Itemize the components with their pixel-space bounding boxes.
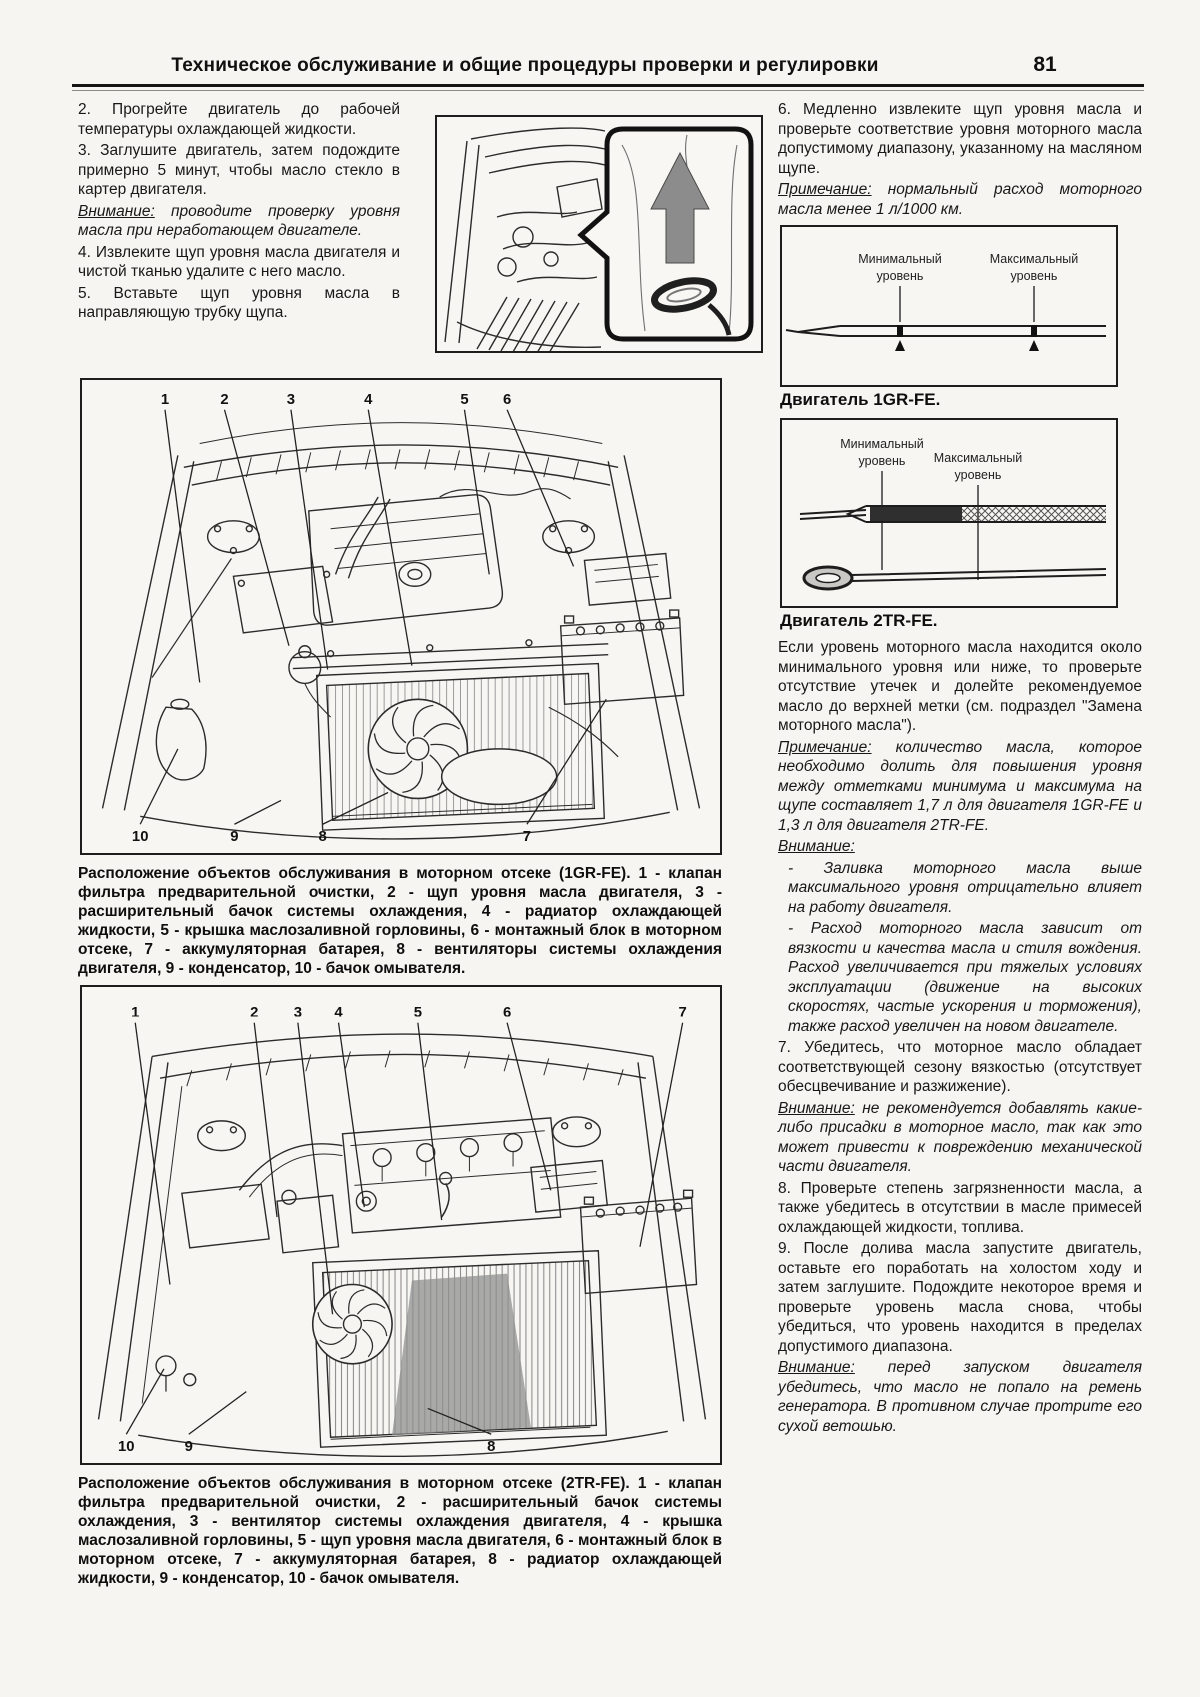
warning-text: перед запуском двигателя убедитесь, что масло не попало на ремень генератора. В противном случае протрите его сухой ветошью.	[778, 1359, 1142, 1435]
min-under-arrow	[895, 340, 905, 351]
tanks	[156, 646, 330, 780]
engine-bay-2tr-illustration	[82, 987, 720, 1463]
blade-dipstick	[800, 506, 1106, 522]
max-level-label-2: уровень	[1010, 269, 1058, 283]
right-text-column	[778, 100, 1142, 1438]
warning-text: проводите проверку уровня масла при неработающем двигателе.	[78, 202, 400, 239]
min-level-label: Минимальный	[858, 252, 942, 266]
loop-handle-dipstick	[804, 567, 1106, 589]
min-level-label-2: уровень	[858, 453, 906, 468]
callout-number: 4	[364, 391, 373, 408]
min-level-label-2: уровень	[876, 269, 924, 283]
callout-number: 7	[678, 1004, 687, 1021]
max-level-label-2: уровень	[954, 467, 1002, 482]
note-text: количество масла, которое необходимо долить для повышения уровня между отметками минимума и максимума на щупе составляет 1,7 л для двигателя 1GR-FE и 1,3 л для двигателя 2TR-FE.	[778, 738, 1142, 834]
callout-number: 3	[293, 1004, 302, 1021]
warning-2-header	[778, 837, 1142, 857]
cooling-fan	[313, 1285, 392, 1364]
warning-label: Внимание:	[778, 1099, 855, 1117]
dipstick-figure-2tr	[780, 418, 1118, 608]
callout-number: 2	[250, 1004, 259, 1021]
diagram-caption-2tr: Расположение объектов обслуживания в моторном отсеке (2TR-FE). 1 - клапан фильтра предварительной очистки, 2 - расширительный бачок системы охлаждения, 3 - вентилятор системы охлаждения двигателя, 4 - крышка маслозаливной горловины, 5 - щуп уровня масла двигателя, 6 - монтажный блок в моторном отсеке, 7 - аккумуляторная батарея, 8 - радиатор охлаждающей жидкости, 9 - конденсатор, 10 - бачок омывателя.	[78, 1475, 722, 1587]
max-level-label: Максимальный	[989, 252, 1079, 266]
callout-number: 5	[460, 391, 469, 408]
warning-note	[78, 202, 400, 241]
callout-number: 1	[160, 391, 170, 408]
step-3: 3. Заглушите двигатель, затем подождите примерно 5 минут, чтобы масло стекло в картер двигателя.	[78, 142, 400, 198]
warning-label: Внимание:	[78, 202, 155, 220]
warning-4	[778, 1358, 1142, 1436]
step-5: 5. Вставьте щуп уровня масла в направляющую трубку щупа.	[78, 284, 400, 321]
callout-number: 2	[220, 391, 229, 408]
callout-number: 8	[487, 1439, 496, 1456]
level-pointer-lines	[882, 471, 978, 580]
engine-bay-inset-illustration	[437, 117, 761, 351]
dipstick-2tr-illustration	[782, 420, 1116, 606]
step-2: 2. Прогрейте двигатель до рабочей температуры охлаждающей жидкости.	[78, 101, 400, 138]
engine-bay-sketch	[445, 128, 605, 351]
warning-text: не рекомендуется добавлять какие-либо присадки в моторное масло, так как это может привести к повреждению механической части двигателя.	[778, 1099, 1142, 1175]
max-under-arrow	[1029, 340, 1039, 351]
note-text: нормальный расход моторного масла менее 1 л/1000 км.	[778, 181, 1142, 218]
dipstick-location-figure	[435, 115, 763, 353]
callout-number: 9	[230, 829, 239, 846]
header-rule	[72, 84, 1144, 87]
step-4: 4. Извлеките щуп уровня масла двигателя и чистой тканью удалите с него масло.	[78, 243, 400, 280]
blade-dark-section	[870, 506, 962, 522]
engine-bay-diagram-1gr	[80, 378, 722, 855]
engine-caption-2tr: Двигатель 2TR-FE.	[780, 610, 938, 630]
diagram-caption-1gr: Расположение объектов обслуживания в моторном отсеке (1GR-FE). 1 - клапан фильтра предварительной очистки, 2 - щуп уровня масла двигателя, 3 - расширительный бачок системы охлаждения, 4 - радиатор охлаждающей жидкости, 5 - крышка маслозаливной горловины, 6 - монтажный блок в моторном отсеке, 7 - аккумуляторная батарея, 8 - вентиляторы системы охлаждения двигателя, 9 - конденсатор, 10 - бачок омывателя.	[78, 865, 722, 977]
page-number: 81	[1033, 53, 1057, 76]
max-mark	[1031, 325, 1037, 337]
level-pointer-lines	[900, 286, 1034, 322]
max-level-label: Максимальный	[933, 450, 1023, 465]
step-7: 7. Убедитесь, что моторное масло обладает соответствующей сезону вязкостью (отсутствует обесцвечивание и разжижение).	[778, 1039, 1142, 1095]
callout-number: 4	[334, 1004, 343, 1021]
dipstick-figure-1gr	[780, 225, 1118, 387]
radiator-shade	[392, 1274, 531, 1436]
intro-text-column	[78, 100, 400, 325]
fan-shroud	[442, 749, 557, 805]
callout-number: 6	[502, 1004, 512, 1021]
page-title: Техническое обслуживание и общие процедуры проверки и регулировки	[171, 55, 879, 76]
step-8: 8. Проверьте степень загрязненности масла, а также убедитесь в отсутствии в масле примесей охлаждающей жидкости, топлива.	[778, 1179, 1142, 1236]
warning-label: Внимание:	[778, 1359, 855, 1376]
callout-number: 10	[131, 829, 149, 846]
step-6: 6. Медленно извлеките щуп уровня масла и проверьте соответствие уровня моторного масла допустимому диапазону, указанному на масляном щупе.	[778, 101, 1142, 177]
note-2	[778, 738, 1142, 836]
warning-2-item-2: - Расход моторного масла зависит от вязкости и качества масла и стиля вождения. Расход увеличивается при тяжелых условиях эксплуатации (движение на высоких скоростях, частые ускорения и торможения), также расход увеличен на новом двигателе.	[788, 920, 1142, 1035]
callout-number: 3	[286, 391, 296, 408]
engine-bay-1gr-illustration	[82, 380, 720, 853]
header-rule-thin	[72, 90, 1144, 91]
callout-number: 7	[522, 829, 532, 846]
step-9: 9. После долива масла запустите двигатель, оставьте его поработать на холостом ходу и затем заглушите. Подождите некоторое время и проверьте уровень масла снова, чтобы убедиться, что уровень находится в пределах допустимого диапазона.	[778, 1240, 1142, 1355]
engine-bay-diagram-2tr	[80, 985, 722, 1465]
callout-number: 6	[502, 391, 512, 408]
dipstick-blade	[786, 326, 1106, 336]
callout-number: 1	[131, 1004, 140, 1021]
engine-caption-1gr: Двигатель 1GR-FE.	[780, 390, 941, 409]
callout-number: 10	[118, 1439, 135, 1456]
note-1	[778, 180, 1142, 219]
warning-3	[778, 1099, 1142, 1177]
dipstick-1gr-illustration	[782, 227, 1116, 385]
callout-number: 8	[318, 829, 327, 846]
callout-number: 9	[184, 1439, 193, 1456]
blade-hatched-section	[962, 506, 1106, 522]
warning-label: Внимание:	[778, 838, 855, 855]
note-label: Примечание:	[778, 738, 872, 756]
min-level-label: Минимальный	[840, 436, 924, 451]
level-check-paragraph: Если уровень моторного масла находится около минимального уровня или ниже, то проверьте отсутствие утечек и долейте рекомендуемое масло до верхней метки (см. подраздел "Замена моторного масла").	[778, 639, 1142, 734]
callout-number: 5	[413, 1004, 422, 1021]
warning-2-item-1: - Заливка моторного масла выше максимального уровня отрицательно влияет на работу двигателя.	[788, 859, 1142, 916]
min-mark	[897, 325, 903, 337]
note-label: Примечание:	[778, 181, 872, 198]
